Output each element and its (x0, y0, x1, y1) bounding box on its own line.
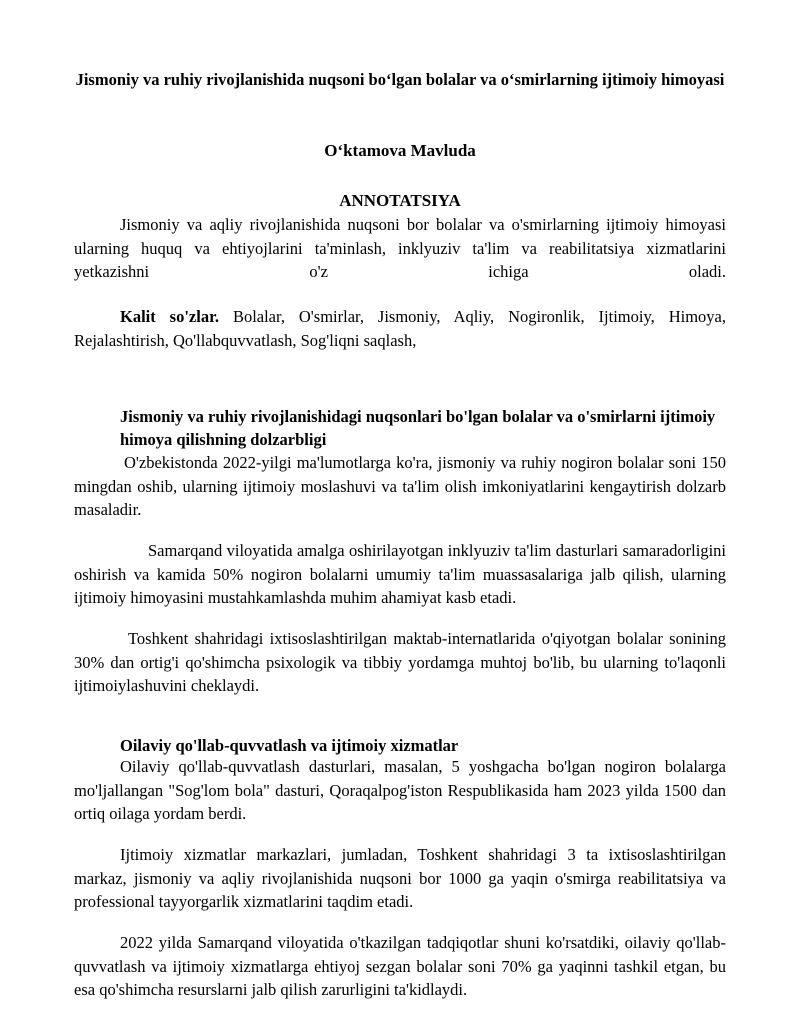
annotation-text: Jismoniy va aqliy rivojlanishida nuqsoni bor bolalar va o'smirlarning ijtimoiy himoyasi ularning huquq va ehtiyojlarini ta'minlash, inklyuziv ta'lim va reabilitatsiya xizmatlarini yetkazishni o'z ichiga oladi. (74, 215, 726, 281)
section-1-paragraph-1: O'zbekistonda 2022-yilgi ma'lumotlarga ko'ra, jismoniy va ruhiy nogiron bolalar soni 150 mingdan oshib, ularning ijtimoiy moslashuvi va ta'lim olish imkoniyatlarini kengaytirish dolzarb masaladir. (74, 453, 726, 519)
keywords-text: Bolalar, O'smirlar, Jismoniy, Aqliy, Nogironlik, Ijtimoiy, Himoya, Rejalashtirish, Qo'llabquvvatlash, Sog'liqni saqlash, (74, 307, 726, 350)
annotation-heading: ANNOTATSIYA (339, 191, 461, 210)
section-2-paragraph-1: Oilaviy qo'llab-quvvatlash dasturlari, masalan, 5 yoshgacha bo'lgan nogiron bolalarga mo'ljallangan "Sog'lom bola" dasturi, Qoraqalpog'iston Respublikasida ham 2023 yilda 1500 dan ortiq oilaga yordam berdi. (74, 757, 726, 823)
author-name: O‘ktamova Mavluda (324, 141, 476, 160)
section-2-paragraph-2: Ijtimoiy xizmatlar markazlari, jumladan, Toshkent shahridagi 3 ta ixtisoslashtirilgan markaz, jismoniy va aqliy rivojlanishida nuqsoni bor 1000 ga yaqin o'smirga reabilitatsiya va professional tayyorgarlik xizmatlarini taqdim etadi. (74, 845, 726, 911)
document-title: Jismoniy va ruhiy rivojlanishida nuqsoni bo‘lgan bolalar va o‘smirlarning ijtimoiy himoyasi (75, 70, 725, 89)
keywords-label: Kalit so'zlar. (120, 307, 220, 326)
section-heading-1: Jismoniy va ruhiy rivojlanishidagi nuqsonlari bo'lgan bolalar va o'smirlarni ijtimoiy himoya qilishning dolzarbligi (120, 407, 716, 449)
section-1-paragraph-2: Samarqand viloyatida amalga oshirilayotgan inklyuziv ta'lim dasturlari samaradorligini oshirish va kamida 50% nogiron bolalarni umumiy ta'lim muassasalariga jalb qilish, ularning ijtimoiy himoyasini mustahkamlashda muhim ahamiyat kasb etadi. (74, 541, 726, 607)
section-1-paragraph-3: Toshkent shahridagi ixtisoslashtirilgan maktab-internatlarida o'qiyotgan bolalar sonining 30% dan ortig'i qo'shimcha psixologik va tibbiy yordamga muhtoj bo'lib, bu ularning to'laqonli ijtimoiylashuvini cheklaydi. (74, 629, 726, 695)
section-heading-2: Oilaviy qo'llab-quvvatlash va ijtimoiy xizmatlar (120, 736, 459, 755)
section-2-paragraph-3: 2022 yilda Samarqand viloyatida o'tkazilgan tadqiqotlar shuni ko'rsatdiki, oilaviy qo'llab-quvvatlash va ijtimoiy xizmatlarga ehtiyoj sezgan bolalar soni 70% ga yaqinni tashkil etgan, bu esa qo'shimcha resurslarni jalb qilish zarurligini ta'kidlaydi. (74, 933, 726, 999)
keywords-paragraph (74, 305, 726, 352)
